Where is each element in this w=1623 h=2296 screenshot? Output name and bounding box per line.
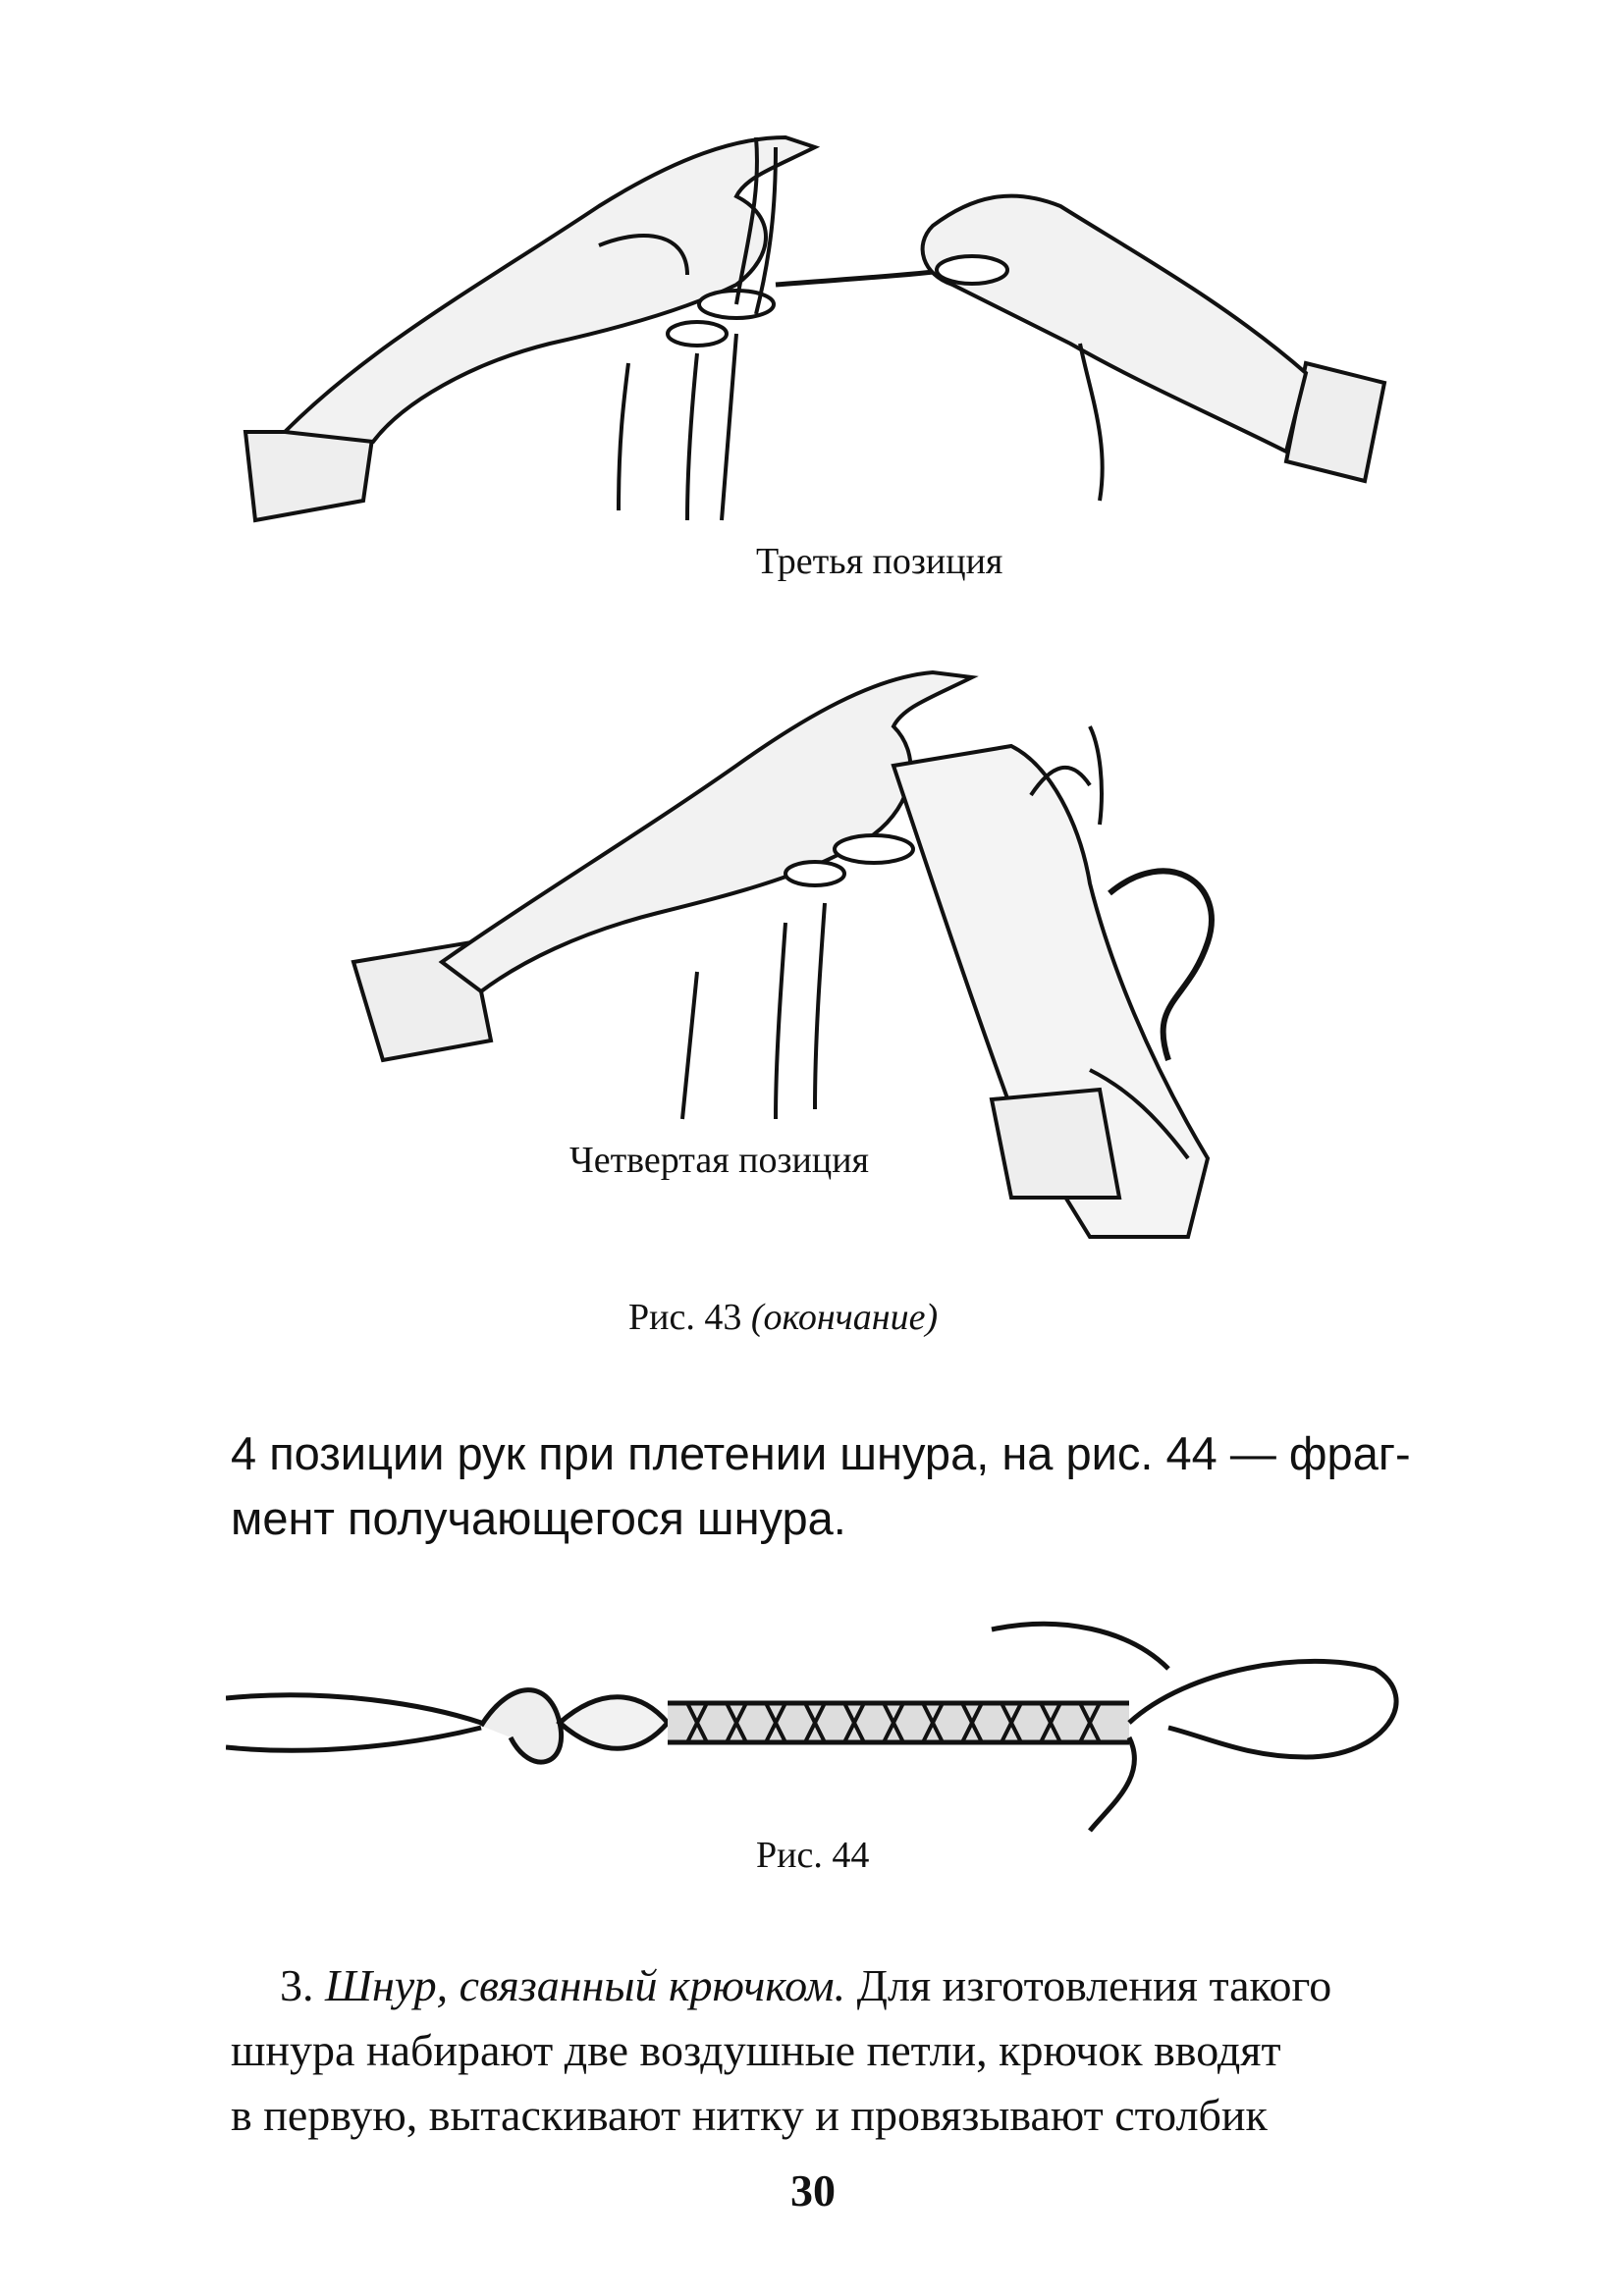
caption-third-position: Третья позиция [756,541,1003,582]
figure-43-note: (окончание) [750,1297,939,1338]
paragraph-2-line-2: шнура набирают две воздушные петли, крючок вводят [231,2025,1281,2075]
figure-fourth-position [344,648,1325,1286]
hands-illustration-third [226,108,1404,530]
paragraph-2-line-1-rest: Для изготовления такого [856,1960,1332,2010]
paragraph-1-line-2: мент получающегося шнура. [231,1492,846,1544]
cord-illustration [226,1610,1414,1836]
page-number: 30 [790,2165,836,2216]
paragraph-2 [231,1953,1409,2148]
figure-43-label: Рис. 43 [628,1297,742,1338]
hands-illustration-fourth [344,648,1325,1286]
section-title: Шнур, связанный крючком. [325,1960,846,2010]
paragraph-1 [231,1421,1409,1551]
caption-fourth-position: Четвертая позиция [569,1140,870,1181]
paragraph-2-line-3: в первую, вытаскивают нитку и провязывают столбик [231,2090,1268,2140]
figure-third-position [226,108,1404,530]
paragraph-1-line-1: 4 позиции рук при плетении шнура, на рис. 44 — фраг- [231,1427,1411,1479]
section-number: 3. [280,1960,314,2010]
figure-43-caption [628,1296,938,1339]
paragraph-2-line-1 [231,1953,1409,2018]
figure-44-label: Рис. 44 [756,1835,870,1876]
figure-cord [226,1610,1414,1836]
